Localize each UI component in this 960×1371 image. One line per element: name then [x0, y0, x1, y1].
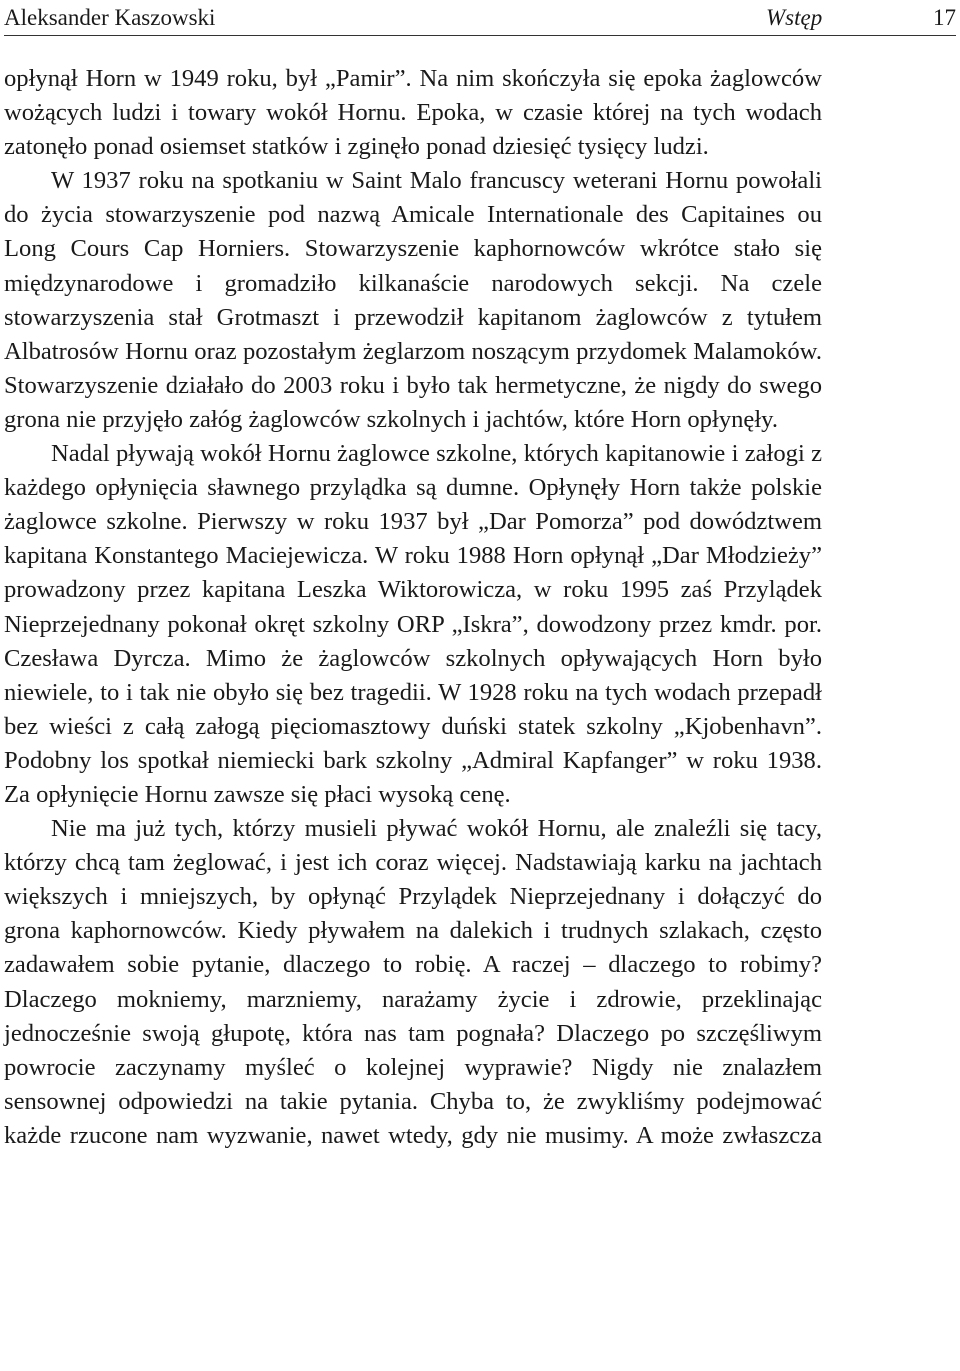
header-section-title: Wstęp	[766, 5, 823, 30]
paragraph-training-ships: Nadal pływają wokół Hornu żaglowce szkolne, których kapitanowie i załogi z każdego opłynięcia sławnego przylądka są dumne. Opłynęły Horn także polskie żaglowce szkolne. Pierwszy w roku 1937 był „Dar Pomorza” pod dowództwem kapitana Konstantego Maciejewicza. W roku 1988 Horn opłynął „Dar Młodzieży” prowadzony przez kapitana Leszka Wiktorowicza, w roku 1995 zaś Przylądek Nieprzejednany pokonał okręt szkolny ORP „Iskra”, dowodzony przez kmdr. por. Czesława Dyrcza. Mimo że żaglowców szkolnych opływających Horn było niewiele, to i tak nie obyło się bez tragedii. W 1928 roku na tych wodach przepadł bez wieści z całą załogą pięciomasztowy duński statek szkolny „Kjobenhavn”. Podobny los spotkał niemiecki bark szkolny „Admiral Kapfanger” w roku 1938. Za opłynięcie Hornu zawsze się płaci wysoką cenę.	[4, 440, 822, 808]
header-author: Aleksander Kaszowski	[4, 5, 216, 30]
page-number: 17	[933, 5, 956, 30]
header-rule	[4, 35, 956, 36]
paragraph-cap-horniers-association: W 1937 roku na spotkaniu w Saint Malo francuscy weterani Hornu powołali do życia stowarzyszenie pod nazwą Amicale Internationale des Capitaines ou Long Cours Cap Horniers. Stowarzyszenie kaphornowców wkrótce stało się międzynarodowe i gromadziło kilkanaście narodowych sekcji. Na czele stowarzyszenia stał Grotmaszt i przewodził kapitanom żaglowców z tytułem Albatrosów Hornu oraz pozostałym żeglarzom noszącym przydomek Malamoków. Stowarzyszenie działało do 2003 roku i było tak hermetyczne, że nigdy do swego grona nie przyjęło załóg żaglowców szkolnych i jachtów, które Horn opłynęły.	[4, 167, 822, 433]
paragraph-continued: opłynął Horn w 1949 roku, był „Pamir”. Na nim skończyła się epoka żaglowców wożących ludzi i towary wokół Hornu. Epoka, w czasie której na tych wodach zatonęło ponad osiemset statków i zginęło ponad dziesięć tysięcy ludzi.	[4, 65, 822, 161]
paragraph-yachtsmen: Nie ma już tych, którzy musieli pływać wokół Hornu, ale znaleźli się tacy, którzy chcą tam żeglować, i jest ich coraz więcej. Nadstawiają karku na jachtach większych i mniejszych, by opłynąć Przylądek Nieprzejednany i dołączyć do grona kaphornowców. Kiedy pływałem na dalekich i trudnych szlakach, często zadawałem sobie pytanie, dlaczego to robię. A raczej – dlaczego to robimy? Dlaczego mokniemy, marzniemy, narażamy życie i zdrowie, przeklinając jednocześnie swoją głupotę, która nas tam pognała? Dlaczego po szczęśliwym powrocie zaczynamy myśleć o kolejnej wyprawie? Nigdy nie znalazłem sensownej odpowiedzi na takie pytania. Chyba to, że zwykliśmy podejmować każde rzucone nam wyzwanie, nawet wtedy, gdy nie musimy. A może zwłaszcza	[4, 815, 822, 1149]
body-text	[4, 62, 822, 1153]
running-header	[4, 4, 956, 36]
